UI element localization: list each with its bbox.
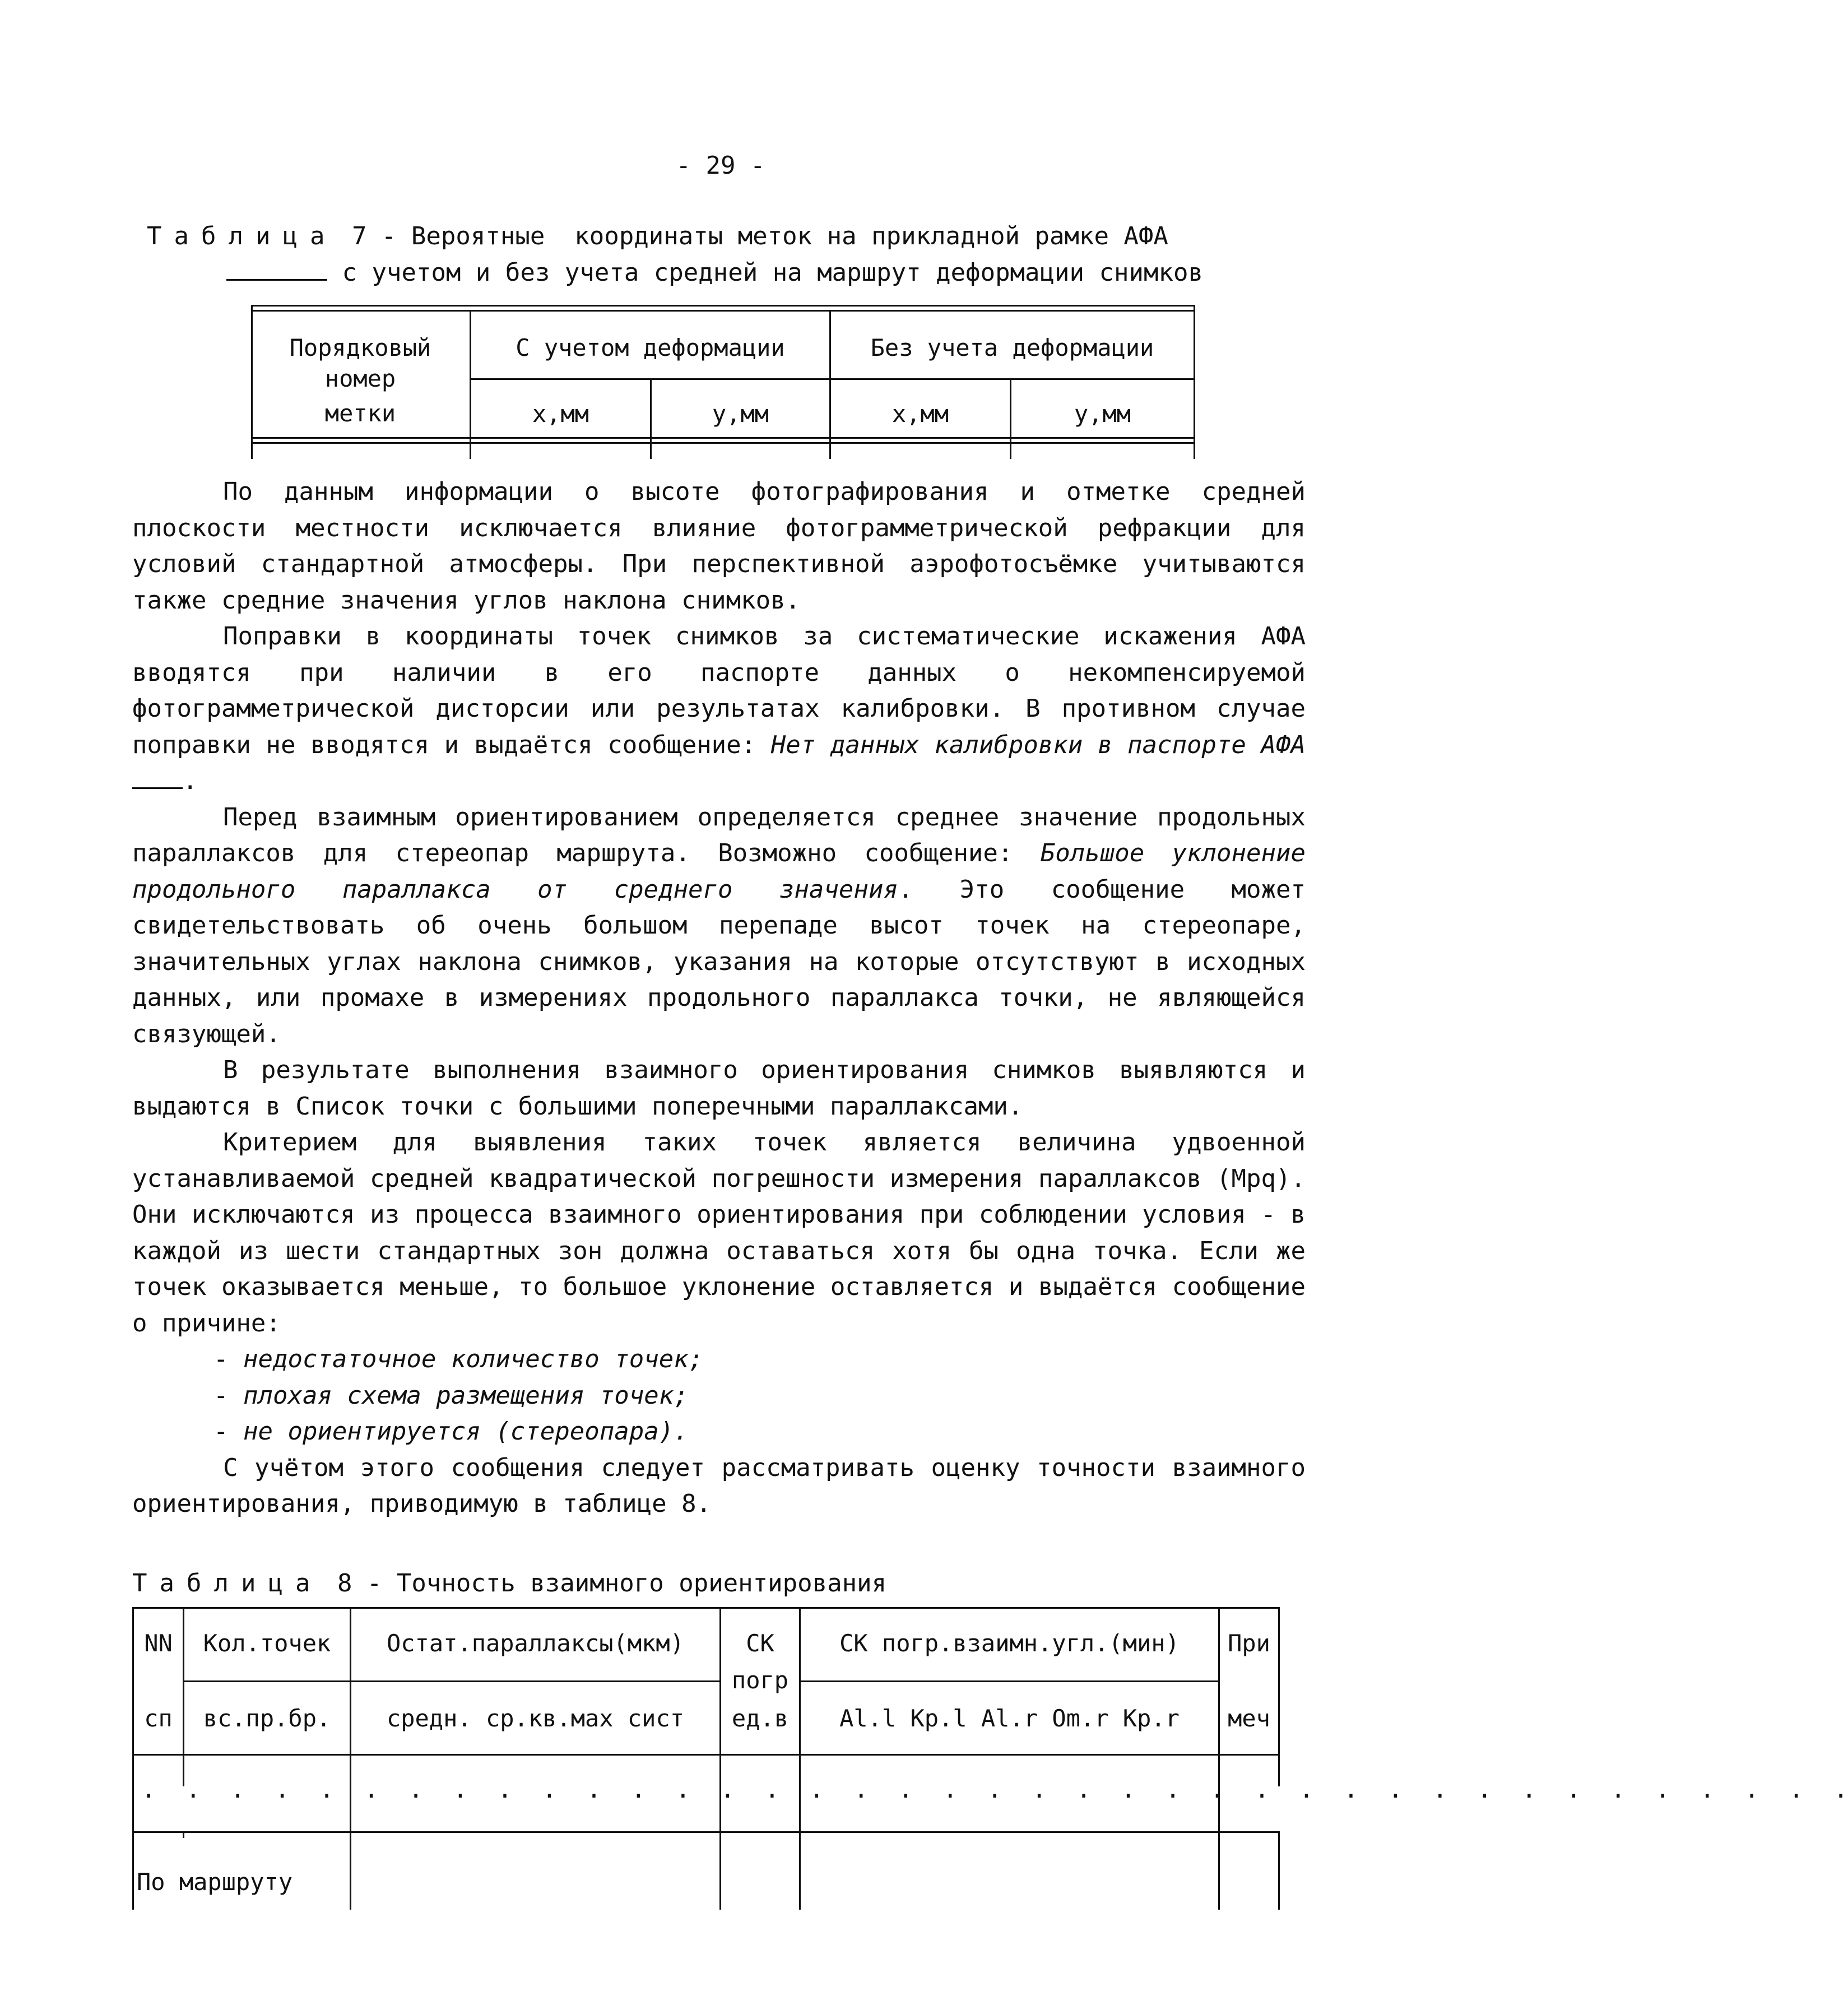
table8-header-sk-line1: СК	[746, 1629, 774, 1657]
table8-ellipsis-row: . . . . . . . . . . . . . . . . . . . . . . . . . . . . . . . . . . . . . . .	[141, 1775, 1848, 1804]
list-item-text: недостаточное количество точек;	[243, 1345, 704, 1373]
table8-footer-route: По маршруту	[137, 1868, 293, 1896]
table8-header-note-line2: меч	[1228, 1705, 1270, 1732]
blank-field	[132, 766, 183, 789]
list-item: - не ориентируется (стереопара).	[213, 1417, 689, 1446]
message-no-calibration: Нет данных калибровки в паспорте АФА	[770, 730, 1306, 759]
table8-caption-word: Таблица	[132, 1569, 323, 1598]
table8-header-residual-parallax: Остат.параллаксы(мкм)	[386, 1629, 684, 1657]
table7-header-with-deformation: С учетом деформации	[516, 334, 785, 361]
table7-caption-word: Таблица	[147, 222, 337, 250]
paragraph-3	[132, 800, 1306, 1053]
paragraph-4: В результате выполнения взаимного ориентирования снимков выявляются и выдаются в Список точки с большими поперечными параллаксами.	[132, 1056, 1306, 1121]
paragraph-5: Критерием для выявления таких точек является величина удвоенной устанавливаемой средней квадратической погрешности измерения параллаксов (Mpq). Они исключаются из процесса взаимного ориентирования при соблюдении условия - в каждой из шести стандартных зон должна оставаться хотя бы одна точка. Если же точек оказывается меньше, то большое уклонение оставляется и выдаётся сообщение о причине:	[132, 1128, 1306, 1338]
table7	[251, 305, 1195, 448]
table8-header-angle-error: СК погр.взаимн.угл.(мин)	[839, 1629, 1180, 1657]
list-item: - недостаточное количество точек;	[213, 1345, 704, 1373]
body-text	[132, 474, 1306, 1522]
table7-header-without-deformation: Без учета деформации	[870, 334, 1154, 361]
table8-header-sp: сп	[144, 1705, 173, 1732]
message-large-deviation: Большое уклонение продольного параллакса от среднего значения	[132, 839, 1306, 904]
paragraph-3-text: Перед взаимным ориентированием определяется среднее значение продольных параллаксов для стереопар маршрута. Возможно сообщение:	[132, 802, 1306, 867]
table8-header-points-count: Кол.точек	[203, 1629, 331, 1657]
table7-caption-text: 7 - Вероятные координаты меток на прикладной рамке АФА	[351, 222, 1168, 250]
table8-subheader-residual: средн. ср.кв.мах сист	[386, 1705, 684, 1732]
table8	[132, 1607, 1848, 1910]
table8-subheader-points: вс.пр.бр.	[203, 1705, 331, 1732]
table8-header-note-line1: При	[1228, 1629, 1270, 1657]
table8-caption-text: 8 - Точность взаимного ориентирования	[337, 1569, 887, 1598]
table8-header-sk-line3: ед.в	[731, 1705, 789, 1732]
paragraph-2-text: Поправки в координаты точек снимков за систематические искажения АФА вводятся при наличии в его паспорте данных о некомпенсируемой фотограмметрической дисторсии или результатах калибровки. В противном случае поправки не вводятся и выдаётся сообщение:	[132, 622, 1306, 759]
paragraph-2-end: .	[183, 767, 198, 795]
table7-subheader-x1: x,мм	[532, 400, 589, 428]
page-number: - 29 -	[676, 151, 765, 180]
list-item-text: не ориентируется (стереопара).	[243, 1417, 689, 1446]
table7-caption-line2	[226, 258, 1203, 287]
table7-caption-text-2: с учетом и без учета средней на маршрут деформации снимков	[342, 258, 1203, 287]
table7-caption-line1	[147, 222, 1168, 250]
list-item-text: плохая схема размещения точек;	[243, 1381, 689, 1410]
table7-subheader-x2: x,мм	[892, 400, 949, 428]
table7-subheader-y1: y,мм	[712, 400, 769, 428]
table7-header-order-line2: номер	[324, 365, 396, 392]
paragraph-6: С учётом этого сообщения следует рассматривать оценку точности взаимного ориентирования, приводимую в таблице 8.	[132, 1453, 1306, 1518]
list-item: - плохая схема размещения точек;	[213, 1381, 689, 1410]
paragraph-3-end: . Это сообщение может свидетельствовать об очень большом перепаде высот точек на стереопаре, значительных углах наклона снимков, указания на которые отсутствуют в исходных данных, или промахе в измерениях продольного параллакса точки, не являющейся связующей.	[132, 875, 1306, 1048]
table8-caption	[132, 1569, 886, 1598]
table7-header-order-line1: Порядковый	[289, 334, 431, 361]
table8-header-sk-line2: погр	[731, 1666, 789, 1694]
table8-subheader-angles: Al.l Kp.l Al.r Om.r Kp.r	[839, 1705, 1180, 1732]
paragraph-2	[132, 619, 1306, 800]
table7-subheader-y2: y,мм	[1074, 400, 1131, 428]
table7-header-order-line3: метки	[324, 400, 396, 427]
blank-field	[226, 258, 327, 281]
table8-header-nn: NN	[144, 1629, 173, 1657]
paragraph-1: По данным информации о высоте фотографирования и отметке средней плоскости местности исключается влияние фотограмметрической рефракции для условий стандартной атмосферы. При перспективной аэрофотосъёмке учитываются также средние значения углов наклона снимков.	[132, 477, 1306, 615]
